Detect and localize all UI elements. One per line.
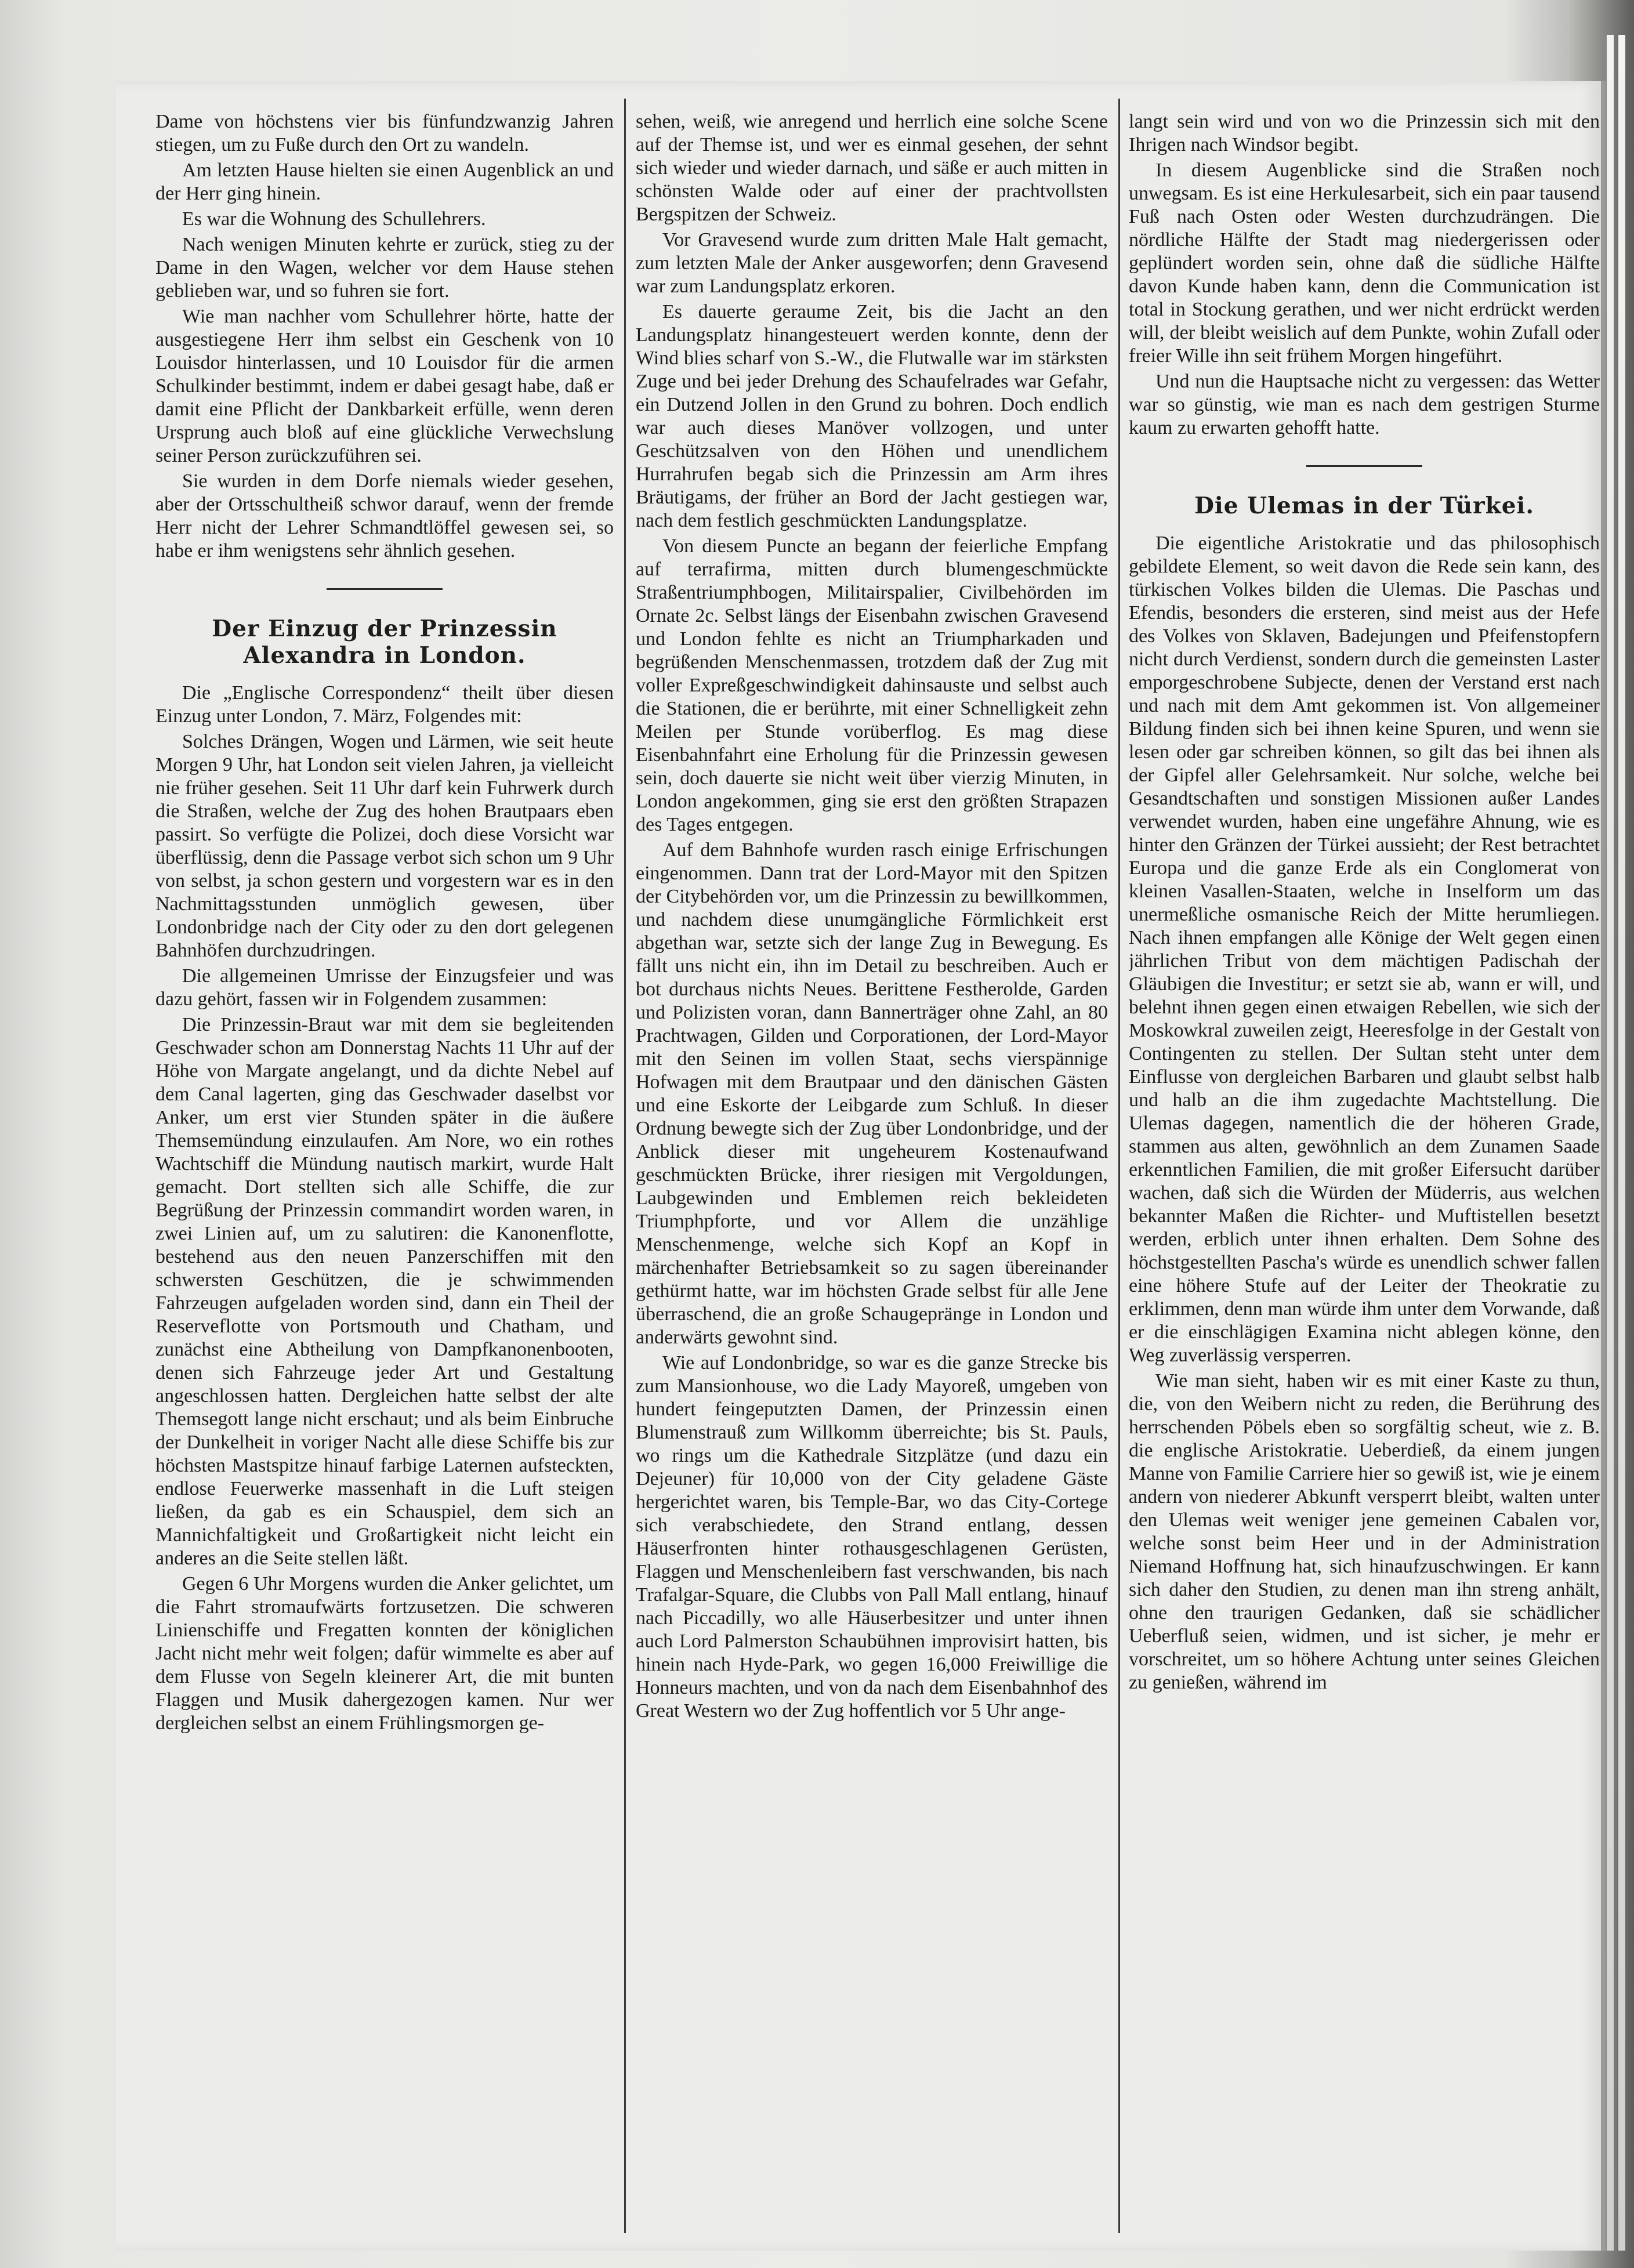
paragraph: Nach wenigen Minuten kehrte er zurück, stieg zu der Dame in den Wagen, welcher vor dem Hause stehen geblieben war, und so fuhren sie fort.	[155, 234, 614, 302]
paragraph: Die allgemeinen Umrisse der Einzugsfeier und was dazu gehört, fassen wir in Folgendem zusammen:	[155, 965, 614, 1010]
paragraph: Die Prinzessin-Braut war mit dem sie begleitenden Geschwader schon am Donnerstag Nachts 11 Uhr auf der Höhe von Margate angelangt, und da dichte Nebel auf dem Canal lagerten, ging das Geschwader daselbst vor Anker, um erst vier Stunden später in die äußere Themsemündung einzulaufen. Am Nore, wo ein rothes Wachtschiff die Mündung nautisch markirt, wurde Halt gemacht. Dort stellten sich alle Schiffe, die zur Begrüßung der Prinzessin commandirt worden waren, in zwei Linien auf, um zu salutiren: die Kanonenflotte, bestehend aus den neuen Panzerschiffen mit den schwersten Geschützen, die je schwimmenden Fahrzeugen aufgeladen worden sind, dann ein Theil der Reserveflotte von Portsmouth und Chatham, und zunächst eine Abtheilung von Dampfkanonenbooten, denen sich Fahrzeuge jeder Art und Gestaltung angeschlossen hatten. Dergleichen hatte selbst der alte Themsegott lange nicht erschaut; und als beim Einbruche der Dunkelheit in voriger Nacht alle diese Schiffe bis zur höchsten Mastspitze hinauf farbige Laternen aufsteckten, endlose Feuerwerke massenhaft in die Luft steigen ließen, da gab es ein Schauspiel, dem sich an Mannichfaltigkeit und Großartigkeit nicht leicht ein anderes an die Seite stellen läßt.	[155, 1014, 614, 1569]
paragraph: Und nun die Hauptsache nicht zu vergessen: das Wetter war so günstig, wie man es nach dem gestrigen Sturme kaum zu erwarten gehofft hatte.	[1129, 371, 1600, 439]
paragraph: Wie man nachher vom Schullehrer hörte, hatte der ausgestiegene Herr ihm selbst ein Geschenk von 10 Louisdor hinterlassen, und 10 Louisdor für die armen Schulkinder bestimmt, indem er dabei gesagt habe, daß er damit eine Pflicht der Dankbarkeit erfülle, wenn deren Ursprung auch bloß auf eine glückliche Verwechslung seiner Person zurückzuführen sei.	[155, 306, 614, 466]
next-page-edge-outer	[1617, 35, 1625, 2251]
next-page-edge	[1606, 35, 1614, 2251]
column-rule-right	[1118, 99, 1120, 2233]
column-rule-left	[624, 99, 626, 2233]
paragraph: langt sein wird und von wo die Prinzessin sich mit den Ihrigen nach Windsor begibt.	[1129, 111, 1600, 155]
column-2	[636, 110, 1108, 2239]
article-separator	[1306, 465, 1422, 467]
paragraph: sehen, weiß, wie anregend und herrlich eine solche Scene auf der Themse ist, und wer es einmal gesehen, der sehnt sich wieder und wieder darnach, und säße er auch mitten in schönsten Walde oder auf einer der prachtvollsten Bergspitzen der Schweiz.	[636, 111, 1108, 225]
paragraph: In diesem Augenblicke sind die Straßen noch unwegsam. Es ist eine Herkulesarbeit, sich ein paar tausend Fuß nach Osten oder Westen durchzudrängen. Die nördliche Hälfte der Stadt mag niedergerissen oder geplündert worden sein, ohne daß die südliche Hälfte davon Kunde haben kann, denn die Communication ist total in Stockung gerathen, und wer nicht erdrückt werden will, der bleibt weislich auf dem Punkte, wohin Zufall oder freier Wille ihn seit frühem Morgen hingeführt.	[1129, 160, 1600, 367]
paragraph: Vor Gravesend wurde zum dritten Male Halt gemacht, zum letzten Male der Anker ausgeworfen; denn Gravesend war zum Landungsplatz erkoren.	[636, 229, 1108, 297]
paragraph: Es war die Wohnung des Schullehrers.	[182, 208, 486, 230]
paragraph: Wie man sieht, haben wir es mit einer Kaste zu thun, die, von den Weibern nicht zu reden, die Berührung des herrschenden Pöbels eben so sorgfältig scheut, wie z. B. die englische Aristokratie. Ueberdieß, da einem jungen Manne von Familie Carriere hier so gewiß ist, wie je einem andern von niederer Abkunft versperrt bleibt, walten unter den Ulemas weit weniger jene gemeinen Cabalen vor, welche sonst beim Heer und in der Administration Niemand Hoffnung hat, sich hinaufzuschwingen. Er kann sich daher den Studien, zu denen man ihn streng anhält, ohne den traurigen Gedanken, daß sie schädlicher Ueberfluß seien, widmen, und ist sicher, je mehr er vorschreitet, um so höhere Achtung unter seines Gleichen zu genießen, während im	[1129, 1370, 1600, 1693]
headline-einzug: Der Einzug der Prinzessin Alexandra in London.	[212, 615, 557, 669]
column-1	[155, 110, 614, 2239]
paragraph: Die „Englische Correspondenz“ theilt über diesen Einzug unter London, 7. März, Folgendes mit:	[155, 682, 614, 727]
paragraph: Solches Drängen, Wogen und Lärmen, wie seit heute Morgen 9 Uhr, hat London seit vielen Jahren, ja vielleicht nie früher gesehen. Seit 11 Uhr darf kein Fuhrwerk durch die Straßen, welche der Zug des hohen Brautpaars eben passirt. So verfügte die Polizei, doch diese Vorsicht war überflüssig, denn die Passage verbot sich schon um 9 Uhr von selbst, ja schon gestern und vorgestern war es in den Nachmittagsstunden unmöglich gewesen, über Londonbridge nach der City oder zu den dort gelegenen Bahnhöfen durchzudringen.	[155, 731, 614, 961]
headline-ulemas: Die Ulemas in der Türkei.	[1194, 492, 1534, 519]
paragraph: Dame von höchstens vier bis fünfundzwanzig Jahren stiegen, um zu Fuße durch den Ort zu wandeln.	[155, 111, 614, 155]
paragraph: Es dauerte geraume Zeit, bis die Jacht an den Landungsplatz hinangesteuert werden konnte, denn der Wind blies scharf von S.-W., die Flutwalle war im stärksten Zuge und bei jeder Drehung des Schaufelrades war Gefahr, ein Dutzend Jollen in den Grund zu bohren. Doch endlich war auch dieses Manöver vollzogen, und unter Geschützsalven von den Höhen und unendlichem Hurrahrufen begab sich die Prinzessin am Arm ihres Bräutigams, der früher an Bord der Jacht gestiegen war, nach dem festlich geschmückten Landungsplatze.	[636, 301, 1108, 531]
paragraph: Gegen 6 Uhr Morgens wurden die Anker gelichtet, um die Fahrt stromaufwärts fortzusetzen. Die schweren Linienschiffe und Fregatten konnten der königlichen Jacht nicht mehr weit folgen; dafür wimmelte es aber auf dem Flusse von Segeln kleinerer Art, die mit bunten Flaggen und Musik dahergezogen kamen. Nur wer dergleichen selbst an einem Frühlingsmorgen ge-	[155, 1573, 614, 1734]
paragraph: Am letzten Hause hielten sie einen Augenblick an und der Herr ging hinein.	[155, 160, 614, 204]
paragraph: Wie auf Londonbridge, so war es die ganze Strecke bis zum Mansionhouse, wo die Lady Mayoreß, umgeben von hundert feingeputzten Damen, der Prinzessin einen Blumenstrauß zum Willkomm überreichte; bis St. Pauls, wo rings um die Kathedrale Sitzplätze (und dazu ein Dejeuner) für 10,000 von der City geladene Gäste hergerichtet waren, bis Temple-Bar, wo das City-Cortege sich verabschiedete, den Strand entlang, dessen Häuserfronten hinter rothausgeschlagenen Gerüsten, Flaggen und Menschenleibern fast verschwanden, bis nach Trafalgar-Square, die Clubbs von Pall Mall entlang, hinauf nach Piccadilly, wo alle Häuserbesitzer und unter ihnen auch Lord Palmerston Schaubühnen improvisirt hatten, bis hinein nach Hyde-Park, wo gegen 16,000 Freiwillige die Honneurs machten, und von da nach dem Eisenbahnhof des Great Western wo der Zug hoffentlich vor 5 Uhr ange-	[636, 1352, 1108, 1722]
paragraph: Die eigentliche Aristokratie und das philosophisch gebildete Element, so weit davon die Rede sein kann, des türkischen Volkes bilden die Ulemas. Die Paschas und Efendis, besonders die ersteren, sind meist aus der Hefe des Volkes von Sklaven, Badejungen und Pfeifenstopfern nicht durch Verdienst, sondern durch die gemeinsten Laster emporgeschrobene Subjecte, denen der Verstand erst nach und nach mit dem Amt gekommen ist. Von allgemeiner Bildung finden sich bei ihnen keine Spuren, und wenn sie lesen oder gar schreiben können, so gilt das bei ihnen als der Gipfel aller Gelehrsamkeit. Nur solche, welche bei Gesandtschaften und sonstigen Missionen außer Landes verwendet wurden, haben eine ungefähre Ahnung, wie es hinter den Gränzen der Türkei aussieht; der Rest betrachtet Europa und die ganze Erde als ein Conglomerat von kleinen Vasallen-Staaten, welche in Inselform um das unermeßliche osmanische Reich der Mitte herumliegen. Nach ihnen empfangen alle Könige der Welt gegen einen jährlichen Tribut von dem mächtigen Padischah der Gläubigen die Investitur; er setzt sie ab, wann er will, und belehnt ihnen gegen einen etwaigen Rebellen, wie sich der Moskowkral zuweilen zeigt, Heeresfolge in der Gestalt von Contingenten zu stellen. Der Sultan steht unter dem Einflusse von dergleichen Barbaren und glaubt selbst halb und halb an die ihm zugedachte Machtstellung. Die Ulemas dagegen, namentlich die der höheren Grade, stammen aus alten, gewöhnlich an dem Zunamen Saade erkenntlichen Familien, die mit großer Eifersucht darüber wachen, daß sich die Würden der Müderris, aus welchen bekannter Maßen die Richter- und Muftistellen besetzt werden, erblich unter ihnen erhalten. Dem Sohne des höchstgestellten Pascha's würde es unendlich schwer fallen eine höhere Stufe auf der Leiter der Theokratie zu erklimmen, denn man würde ihm unter dem Vorwande, daß er die einschlägigen Examina nicht ablegen könne, den Weg zuverlässig versperren.	[1129, 532, 1600, 1366]
paragraph: Auf dem Bahnhofe wurden rasch einige Erfrischungen eingenommen. Dann trat der Lord-Mayor mit den Spitzen der Citybehörden vor, um die Prinzessin zu bewillkommen, und nachdem diese unumgängliche Förmlichkeit erst abgethan war, setzte sich der lange Zug in Bewegung. Es fällt uns nicht ein, ihn im Detail zu beschreiben. Auch er bot durchaus nichts Neues. Berittene Festherolde, Garden und Polizisten voran, dann Bannerträger ohne Zahl, an 80 Prachtwagen, Gilden und Corporationen, der Lord-Mayor mit den Seinen im vollen Staat, sechs vierspännige Hofwagen mit dem Brautpaar und den dänischen Gästen und eine Eskorte der Leibgarde zum Schluß. In dieser Ordnung bewegte sich der Zug über Londonbridge, und der Anblick dieser mit ungeheurem Kostenaufwand geschmückten Brücke, ihrer riesigen mit Vergoldungen, Laubgewinden und Emblemen reich bekleideten Triumphpforte, und vor Allem die unzählige Menschenmenge, welche sich Kopf an Kopf in märchenhafter Betriebsamkeit so zu sagen übereinander gethürmt hatte, war im höchsten Grade selbst für alle Jene überraschend, die an große Schaugepränge in London und anderwärts gewohnt sind.	[636, 839, 1108, 1348]
paragraph: Von diesem Puncte an begann der feierliche Empfang auf terrafirma, mitten durch blumengeschmückte Straßentriumphbogen, Militairspalier, Civilbehörden im Ornate 2c. Selbst längs der Eisenbahn zwischen Gravesend und London fehlte es nicht an Triumpharkaden und begrüßenden Menschenmassen, trotzdem daß der Zug mit voller Expreßgeschwindigkeit dahinsauste und selbst auch die Stationen, die er berührte, mit einer Schnelligkeit zehn Meilen per Stunde vorüberflog. Es mag diese Eisenbahnfahrt eine Erholung für die Prinzessin gewesen sein, doch dauerte sie nicht weit über vierzig Minuten, in London angekommen, ging sie erst den größten Strapazen des Tages entgegen.	[636, 535, 1108, 835]
paragraph: Sie wurden in dem Dorfe niemals wieder gesehen, aber der Ortsschultheiß schwor darauf, wenn der fremde Herr nicht der Lehrer Schmandtlöffel gewesen sei, so habe er ihm wenigstens sehr ähnlich gesehen.	[155, 470, 614, 561]
article-separator	[327, 588, 443, 590]
column-3	[1129, 110, 1600, 2239]
